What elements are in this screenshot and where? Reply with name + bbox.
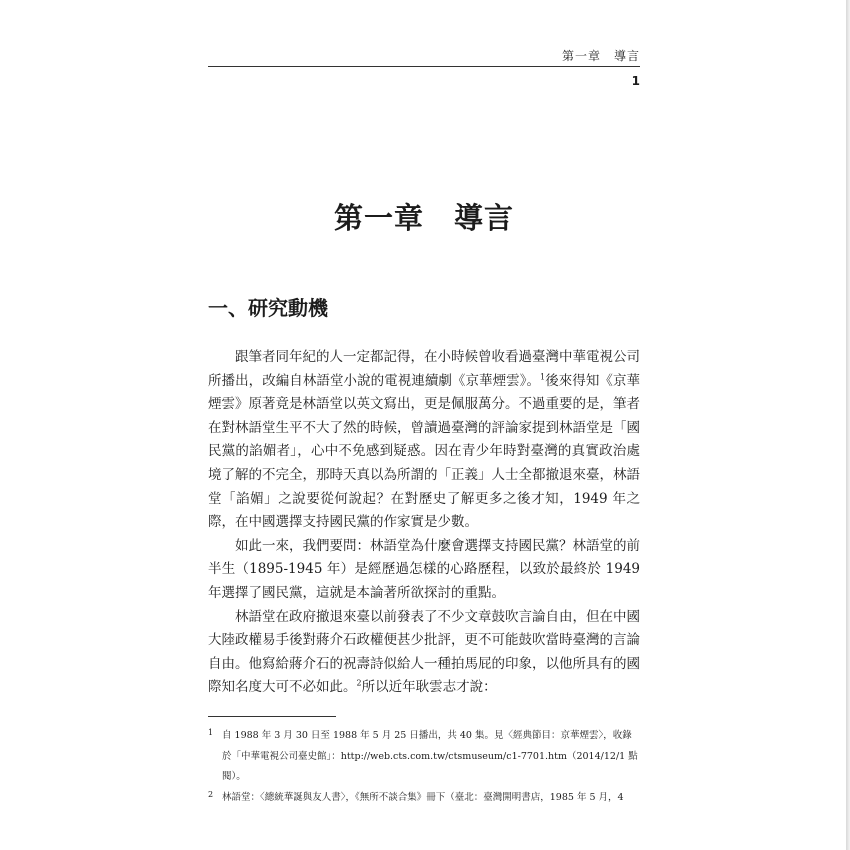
paragraph-3-text-a: 林語堂在政府撤退來臺以前發表了不少文章鼓吹言論自由，但在中國大陸政權易手後對蔣介石政權便甚少批評，更不可能鼓吹當時臺灣的言論自由。他寫給蔣介石的祝壽詩似給人一種拍馬屁的印象，以他所具有的國際知名度大可不必如此。 <box>208 608 640 696</box>
footnote-rule <box>208 716 336 717</box>
footnote-2-mark: 2 <box>208 789 214 799</box>
paragraph-2: 如此一來，我們要問：林語堂為什麼會選擇支持國民黨？林語堂的前半生（1895-1945 年）是經歷過怎樣的心路歷程，以致於最終於 1949 年選擇了國民黨，這就是本論著所欲探討的重點。 <box>208 537 640 601</box>
header-rule <box>208 66 640 67</box>
paragraph-3 <box>208 606 640 700</box>
paragraph-1-text-a: 跟筆者同年紀的人一定都記得，在小時候曾收看過臺灣中華電視公司所播出，改編自林語堂小說的電視連續劇《京華煙雲》。 <box>208 349 640 389</box>
section-heading: 一、研究動機 <box>208 296 328 320</box>
page-edge-shadow <box>846 0 850 850</box>
footnote-1-mark: 1 <box>208 728 214 737</box>
footnote-2 <box>208 788 640 809</box>
footnote-1 <box>208 726 640 788</box>
paragraph-1 <box>208 346 640 535</box>
footnote-ref-1: 1 <box>540 372 546 382</box>
page-number: 1 <box>631 74 640 88</box>
chapter-title: 第一章 導言 <box>333 201 514 235</box>
footnote-ref-2: 2 <box>356 678 362 688</box>
footnote-2-text: 林語堂：〈總統華誕與友人書〉，《無所不談合集》冊下（臺北：臺灣開明書店，1985 年 5 月，4 <box>222 791 624 803</box>
paragraph-1-text-b: 後來得知《京華煙雲》原著竟是林語堂以英文寫出，更是佩服萬分。不過重要的是，筆者在對林語堂生平不大了然的時候，曾讀過臺灣的評論家提到林語堂是「國民黨的諂媚者」，心中不免感到疑惑。因在青少年時對臺灣的真實政治處境了解的不完全，那時天真以為所謂的「正義」人士全都撤退來臺，林語堂「諂媚」之說要從何說起？在對歷史了解更多之後才知，1949 年之際，在中國選擇支持國民黨的作家實是少數。 <box>208 372 641 531</box>
footnote-1-text: 自 1988 年 3 月 30 日至 1988 年 5 月 25 日播出，共 40 集。見〈經典節目：京華煙雲〉，收錄於「中華電視公司臺史館」：http://web.cts.com.tw/ctsmuseum/c1-7701.htm（2014/12/1 點閱）。 <box>222 730 638 782</box>
running-header: 第一章 導言 <box>561 49 640 63</box>
paragraph-3-text-b: 所以近年耿雲志才說： <box>361 679 497 696</box>
body-text <box>208 346 640 700</box>
footnotes <box>208 726 640 808</box>
